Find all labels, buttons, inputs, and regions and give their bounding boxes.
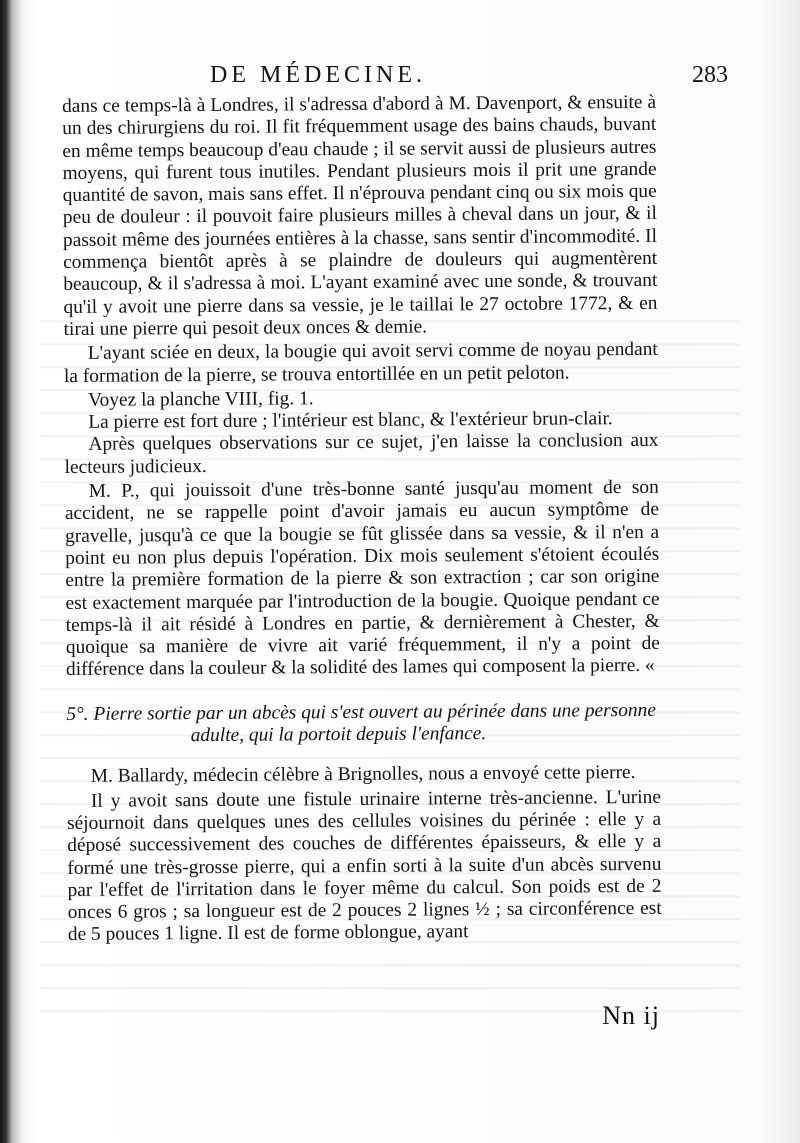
running-header xyxy=(90,62,728,92)
paragraph-1: dans ce temps-là à Londres, il s'adressa d'abord à M. Davenport, & ensuite à un des chirurgiens du roi. Il fit fréquemment usage des bains chauds, buvant en même temps beaucoup d'eau chaude ; il se servit aussi de plusieurs autres moyens, qui furent tous inutiles. Pendant plusieurs mois il prit une grande quantité de savon, mais sans effet. Il n'éprouva pendant cinq ou six mois que peu de douleur : il pouvoit faire plusieurs milles à cheval dans un jour, & il passoit même des journées entières à la chasse, sans sentir d'incommodité. Il commença bientôt après à se plaindre de douleurs qui augmentèrent beaucoup, & il s'adressa à moi. L'ayant examiné avec une sonde, & trouvant qu'il y avoit une pierre dans sa vessie, je le taillai le 27 octobre 1772, & en tirai une pierre qui pesoit deux onces & demie. xyxy=(62,91,658,340)
running-title: DE MÉDECINE. xyxy=(210,62,426,88)
paragraph-4: La pierre est fort dure ; l'intérieur est blanc, & l'extérieur brun-clair. xyxy=(88,408,613,433)
paragraph-2: L'ayant sciée en deux, la bougie qui avoit servi comme de noyau pendant la formation de la pierre, se trouva entortillée en un petit peloton. xyxy=(63,339,658,387)
paragraph-7: M. Ballardy, médecin célèbre à Brignolles, nous a envoyé cette pierre. xyxy=(90,762,636,788)
signature-mark: Nn ij xyxy=(602,1001,660,1030)
section-heading-line-2: adulte, qui la portoit depuis l'enfance. xyxy=(190,723,487,747)
paragraph-3: Voyez la planche VIII, fig. 1. xyxy=(88,388,314,411)
section-heading xyxy=(66,700,660,749)
page-number: 283 xyxy=(692,62,728,88)
paragraph-6: M. P., qui jouissoit d'une très-bonne santé jusqu'au moment de son accident, ne se rappelle point d'avoir jamais eu aucun symptôme de gravelle, jusqu'à ce que la bougie se fût glissée dans sa vessie, & il n'en a point eu non plus depuis l'opération. Dix mois seulement s'étoient écoulés entre la première formation de la pierre & son extraction ; car son origine est exactement marquée par l'introduction de la bougie. Quoique pendant ce temps-là il ait résidé à Londres en partie, & dernièrement à Chester, & quoique sa manière de vivre ait varié fréquemment, il n'y a point de différence dans la couleur & la solidité des lames qui composent la pierre. « xyxy=(64,476,660,681)
paragraph-5: Après quelques observations sur ce sujet, j'en laisse la conclusion aux lecteurs judicieux. xyxy=(64,430,659,478)
body-text xyxy=(62,92,662,947)
paragraph-8: Il y avoit sans doute une fistule urinaire interne très-ancienne. L'urine séjournoit dans quelques unes des cellules voisines du périnée : elle y a déposé successivement des couches de différentes épaisseurs, & elle y a formé une très-grosse pierre, qui a enfin sorti à la suite d'un abcès survenu par l'effet de l'irritation dans le foyer même du calcul. Son poids est de 2 onces 6 gros ; sa longueur est de 2 pouces 2 lignes ½ ; sa circonférence est de 5 pouces 1 ligne. Il est de forme oblongue, ayant xyxy=(67,786,662,946)
section-heading-line-1: 5°. Pierre sortie par un abcès qui s'est ouvert au périnée dans une personne xyxy=(66,699,656,725)
